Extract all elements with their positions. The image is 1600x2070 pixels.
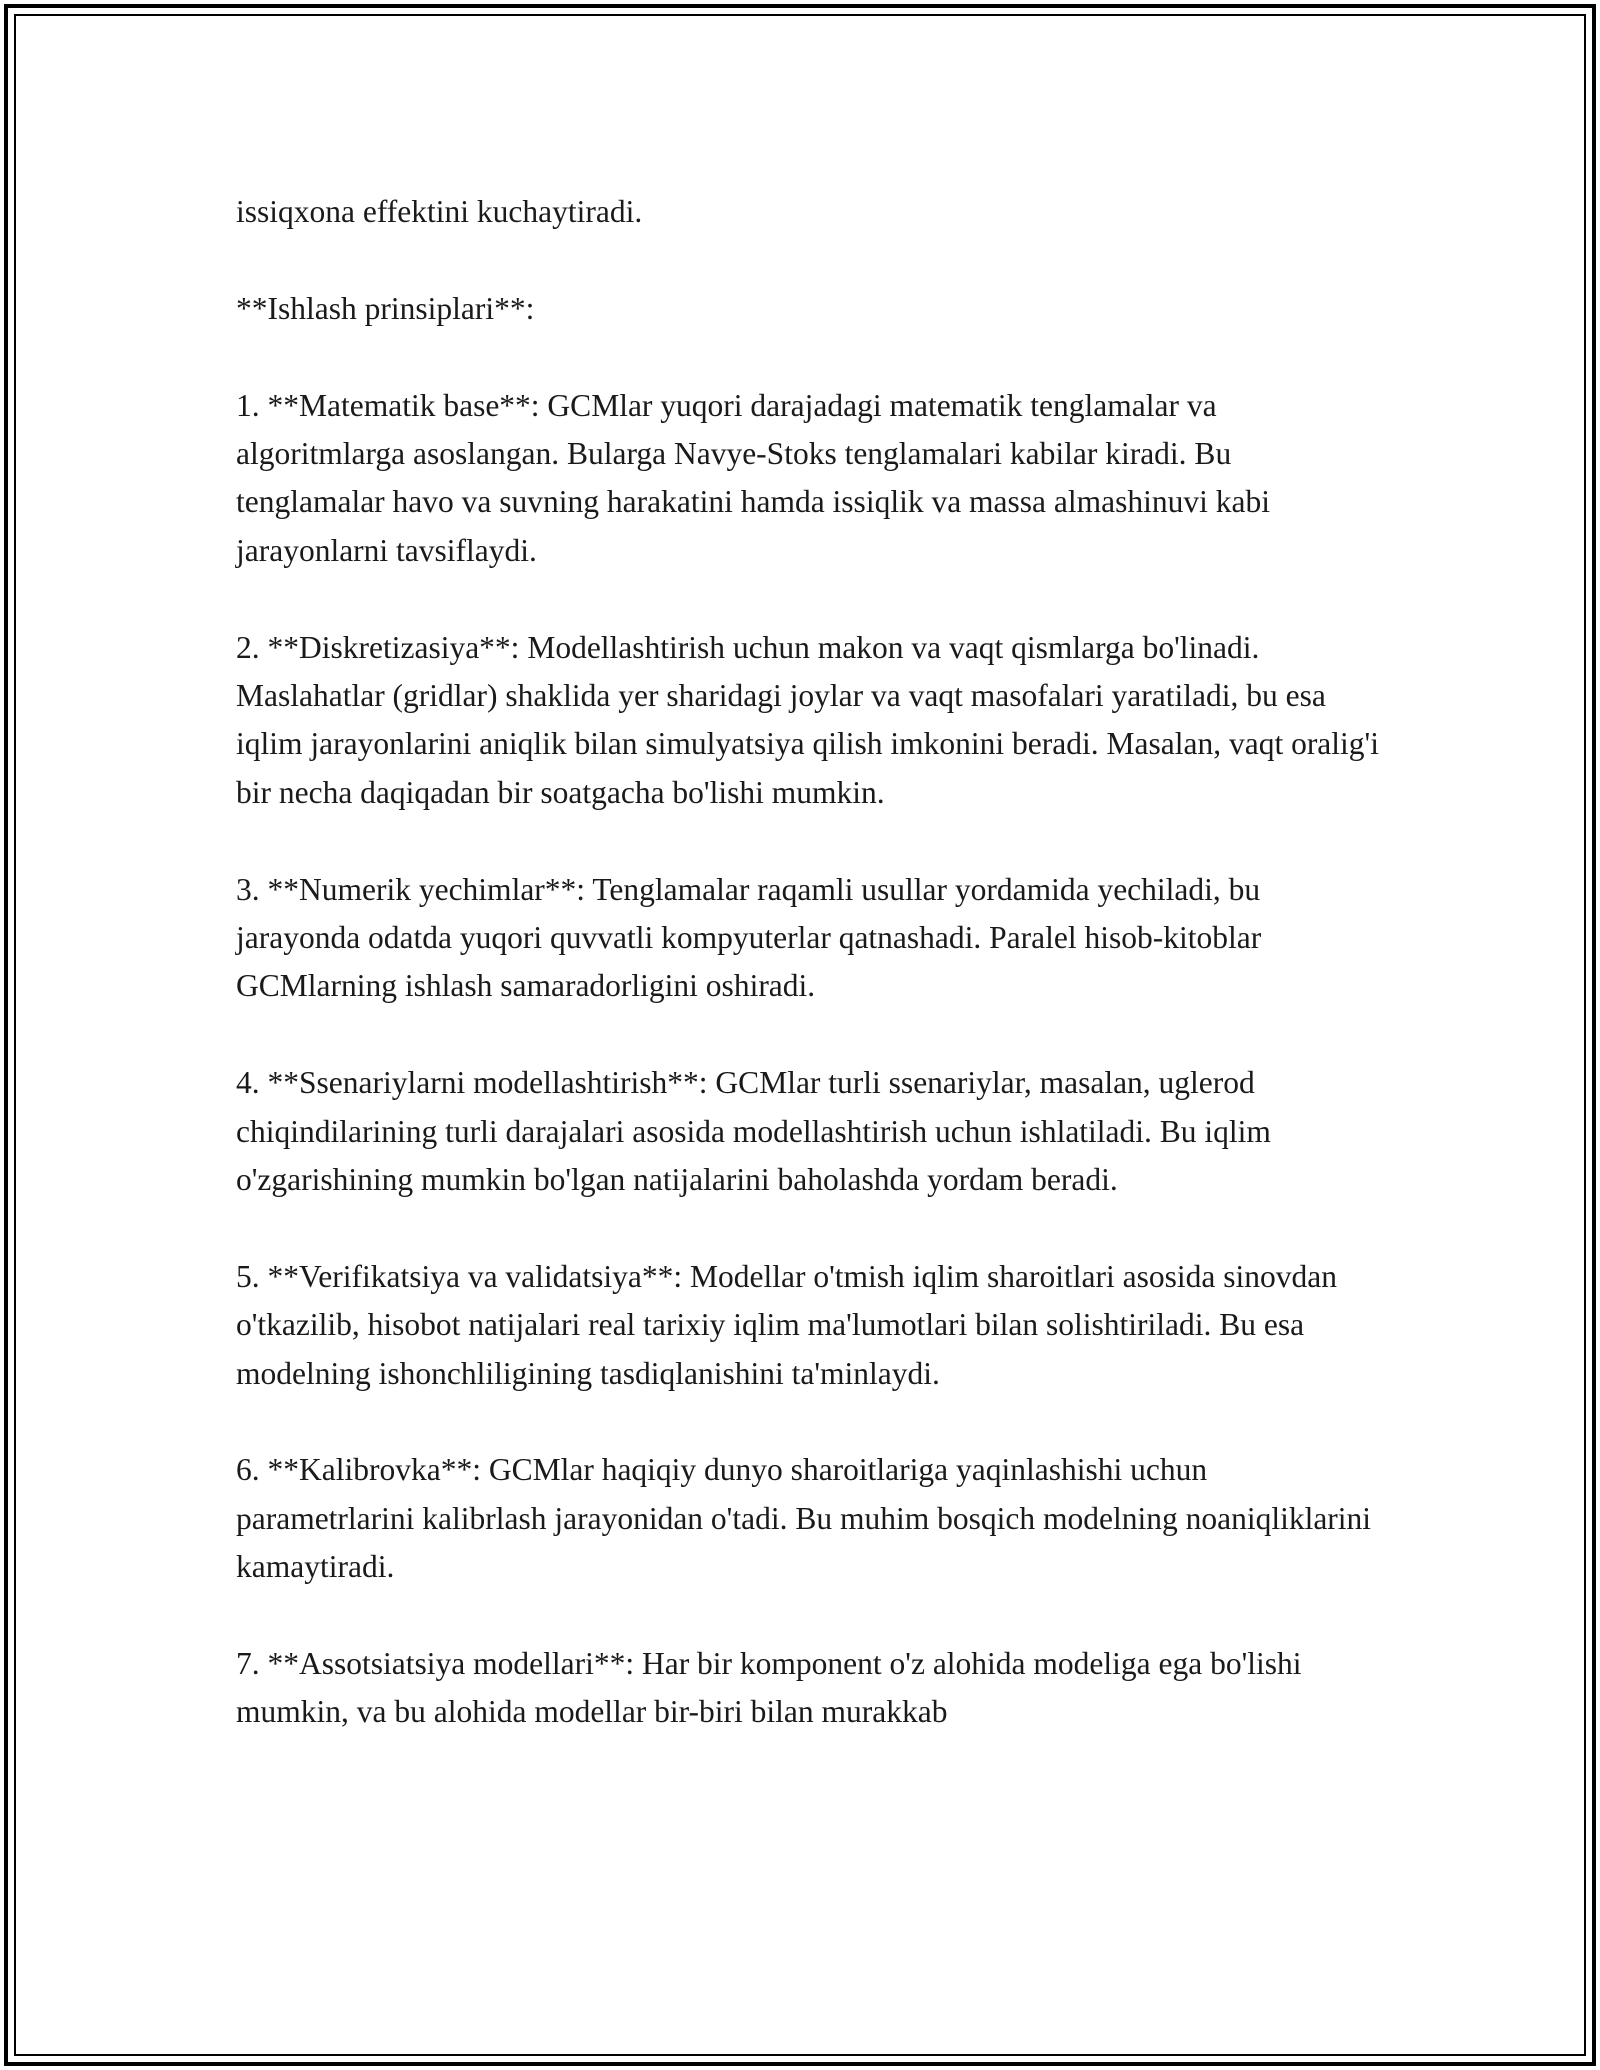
list-item-3: 3. **Numerik yechimlar**: Tenglamalar raqamli usullar yordamida yechiladi, bu jarayonda odatda yuqori quvvatli kompyuterlar qatnashadi. Paralel hisob-kitoblar GCMlarning ishlash samaradorligini oshiradi. bbox=[236, 871, 1262, 1004]
list-item-5: 5. **Verifikatsiya va validatsiya**: Modellar o'tmish iqlim sharoitlari asosida sinovdan o'tkazilib, hisobot natijalari real tarixiy iqlim ma'lumotlari bilan solishtiriladi. Bu esa modelning ishonchliligining tasdiqlanishini ta'minlaydi. bbox=[236, 1258, 1337, 1391]
list-item-4: 4. **Ssenariylarni modellashtirish**: GCMlar turli ssenariylar, masalan, uglerod chiqindilarining turli darajalari asosida modellashtirish uchun ishlatiladi. Bu iqlim o'zgarishining mumkin bo'lgan natijalarini baholashda yordam beradi. bbox=[236, 1065, 1271, 1198]
section-heading-principles: **Ishlash prinsiplari**: bbox=[236, 290, 535, 326]
list-item-2: 2. **Diskretizasiya**: Modellashtirish uchun makon va vaqt qismlarga bo'linadi. Maslahatlar (gridlar) shaklida yer sharidagi joylar va vaqt masofalari yaratiladi, bu esa iqlim jarayonlarini aniqlik bilan simulyatsiya qilish imkonini beradi. Masalan, vaqt oralig'i bir necha daqiqadan bir soatgacha bo'lishi mumkin. bbox=[236, 629, 1379, 810]
list-item-1: 1. **Matematik base**: GCMlar yuqori darajadagi matematik tenglamalar va algoritmlarga asoslangan. Bularga Navye-Stoks tenglamalari kabilar kiradi. Bu tenglamalar havo va suvning harakatini hamda issiqlik va massa almashinuvi kabi jarayonlarni tavsiflaydi. bbox=[236, 387, 1270, 568]
list-item-7: 7. **Assotsiatsiya modellari**: Har bir komponent o'z alohida modeliga ega bo'lishi mumkin, va bu alohida modellar bir-biri bilan murakkab bbox=[236, 1646, 1302, 1730]
list-item-6: 6. **Kalibrovka**: GCMlar haqiqiy dunyo sharoitlariga yaqinlashishi uchun parametrlarini kalibrlash jarayonidan o'tadi. Bu muhim bosqich modelning noaniqliklarini kamaytiradi. bbox=[236, 1452, 1372, 1585]
paragraph-intro-fragment: issiqxona effektini kuchaytiradi. bbox=[236, 194, 643, 229]
document-body bbox=[236, 188, 1386, 1785]
